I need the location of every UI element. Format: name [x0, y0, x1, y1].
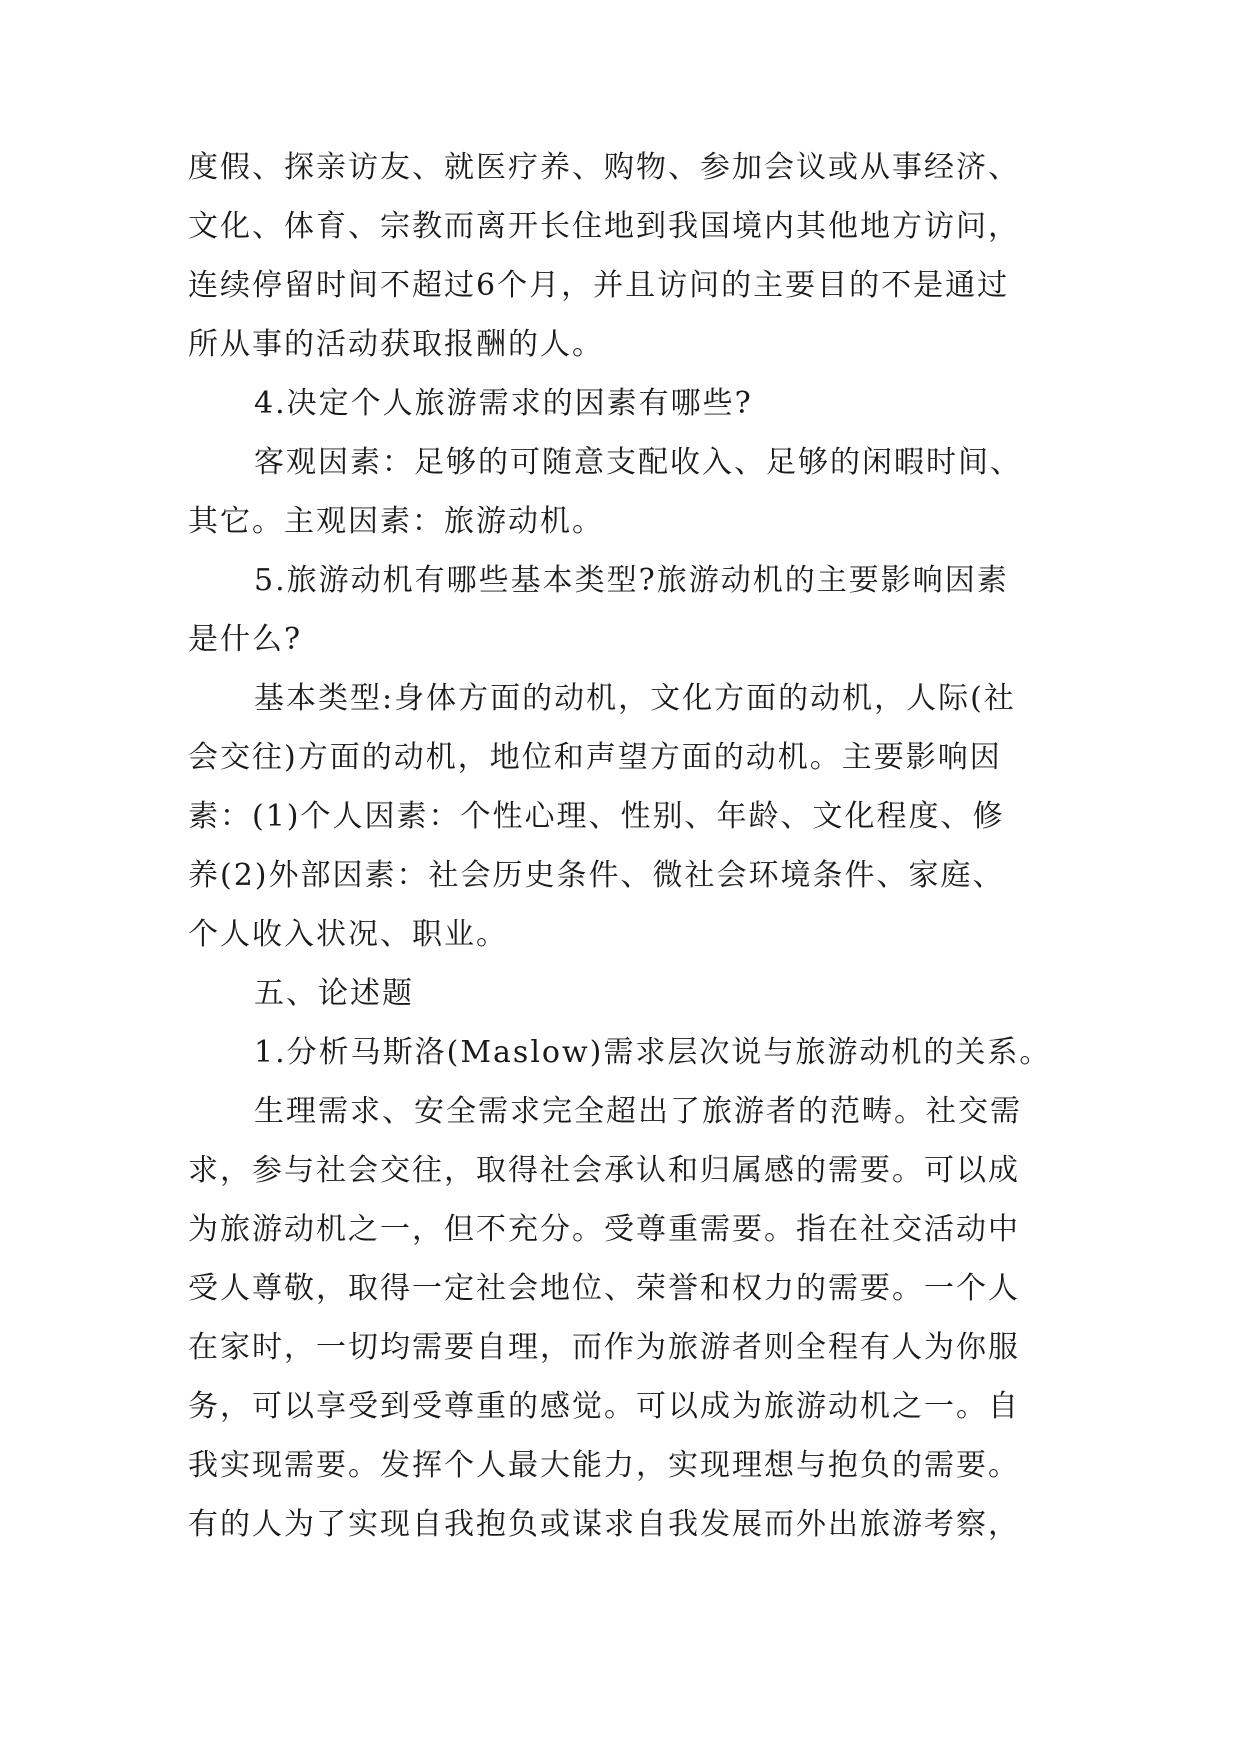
text-line: 素：(1)个人因素：个性心理、性别、年龄、文化程度、修	[188, 799, 1005, 834]
text-line: 我实现需要。发挥个人最大能力，实现理想与抱负的需要。	[188, 1448, 1020, 1483]
text-line: 养(2)外部因素：社会历史条件、微社会环境条件、家庭、	[188, 858, 1005, 893]
text-line: 务，可以享受到受尊重的感觉。可以成为旅游动机之一。自	[188, 1389, 1020, 1424]
text-line: 个人收入状况、职业。	[188, 917, 508, 952]
text-line: 度假、探亲访友、就医疗养、购物、参加会议或从事经济、	[188, 150, 1020, 185]
text-line: 生理需求、安全需求完全超出了旅游者的范畴。社交需	[254, 1094, 1022, 1129]
text-line: 是什么?	[188, 622, 303, 657]
text-line: 会交往)方面的动机，地位和声望方面的动机。主要影响因	[188, 740, 1002, 775]
text-line: 求，参与社会交往，取得社会承认和归属感的需要。可以成	[188, 1153, 1020, 1188]
text-line: 在家时，一切均需要自理，而作为旅游者则全程有人为你服	[188, 1330, 1020, 1365]
text-line: 基本类型:身体方面的动机，文化方面的动机，人际(社	[254, 681, 1016, 716]
text-line: 有的人为了实现自我抱负或谋求自我发展而外出旅游考察，	[188, 1507, 1020, 1542]
question-heading: 5.旅游动机有哪些基本类型?旅游动机的主要影响因素	[254, 563, 1009, 598]
text-line: 客观因素：足够的可随意支配收入、足够的闲暇时间、	[254, 445, 1022, 480]
section-heading: 五、论述题	[254, 976, 414, 1011]
question-heading: 1.分析马斯洛(Maslow)需求层次说与旅游动机的关系。	[254, 1035, 1052, 1070]
text-line: 受人尊敬，取得一定社会地位、荣誉和权力的需要。一个人	[188, 1271, 1020, 1306]
text-line: 文化、体育、宗教而离开长住地到我国境内其他地方访问，	[188, 209, 1020, 244]
text-line: 其它。主观因素：旅游动机。	[188, 504, 604, 539]
question-heading: 4.决定个人旅游需求的因素有哪些?	[254, 386, 753, 421]
text-line: 为旅游动机之一，但不充分。受尊重需要。指在社交活动中	[188, 1212, 1020, 1247]
text-line: 连续停留时间不超过6个月，并且访问的主要目的不是通过	[188, 268, 1010, 303]
text-line: 所从事的活动获取报酬的人。	[188, 327, 604, 362]
